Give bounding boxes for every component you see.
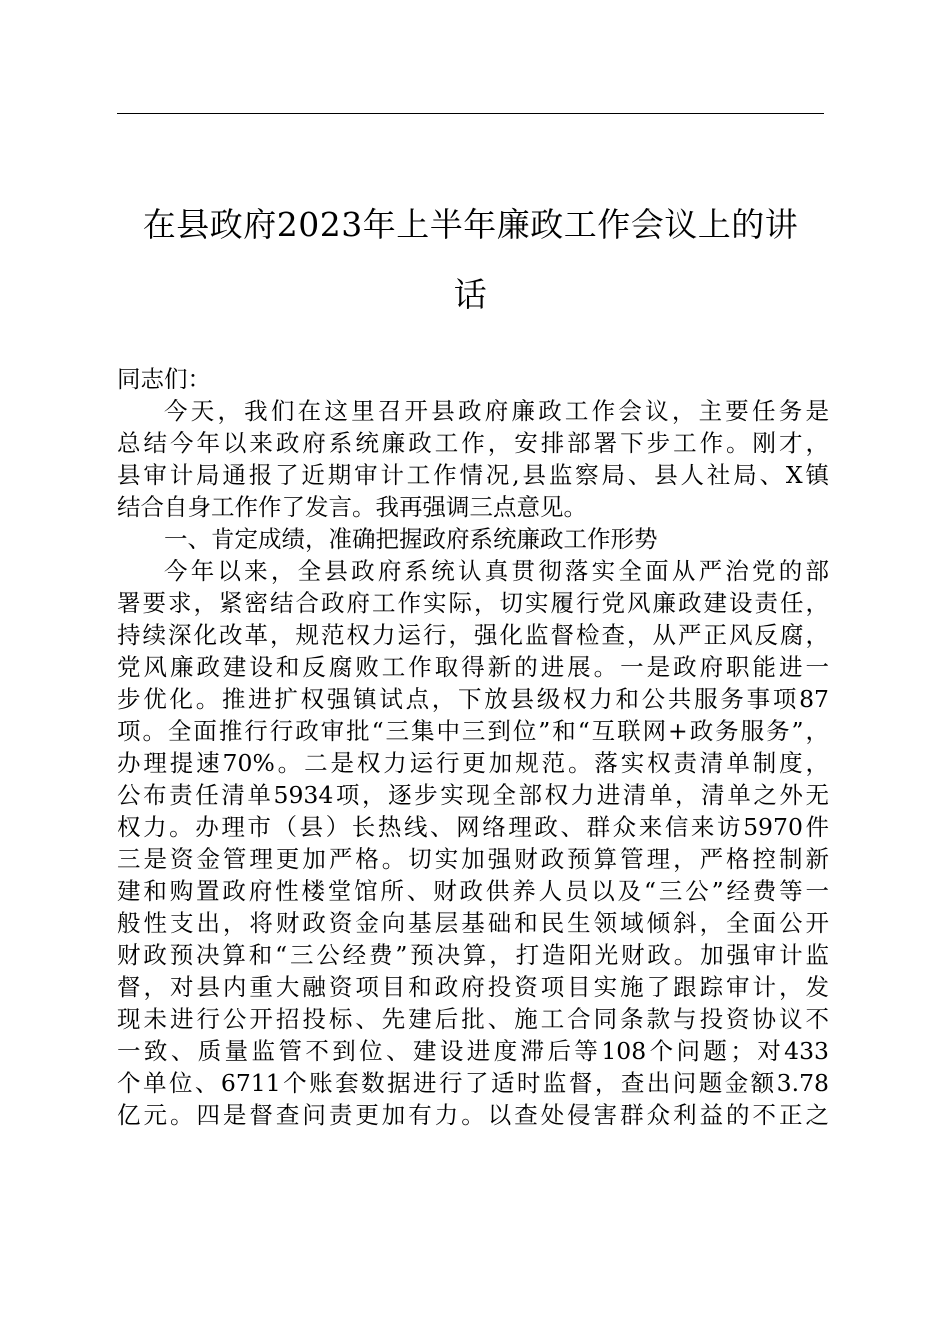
paragraph-line: 现未进行公开招投标、先建后批、施工合同条款与投资协议不 (117, 1005, 829, 1033)
paragraph-line: 县审计局通报了近期审计工作情况,县监察局、县人社局、X镇 (117, 461, 829, 489)
paragraph-line: 亿元。四是督查问责更加有力。以查处侵害群众利益的不正之 (117, 1101, 829, 1129)
paragraph-line: 今年以来，全县政府系统认真贯彻落实全面从严治党的部 (164, 557, 829, 585)
title-line: 在县政府2023年上半年廉政工作会议上的讲 (142, 205, 799, 244)
paragraph-line: 步优化。推进扩权强镇试点，下放县级权力和公共服务事项87 (117, 685, 829, 713)
paragraph-line: 权力。办理市（县）长热线、网络理政、群众来信来访5970件 (117, 813, 829, 841)
paragraph-line: 财政预决算和“三公经费”预决算，打造阳光财政。加强审计监 (117, 941, 829, 969)
paragraph-line: 署要求，紧密结合政府工作实际，切实履行党风廉政建设责任， (117, 589, 829, 617)
paragraph-line: 办理提速70%。二是权力运行更加规范。落实权责清单制度， (117, 749, 829, 777)
paragraph-line: 一致、质量监管不到位、建设进度滞后等108个问题；对433 (117, 1037, 829, 1065)
paragraph-line: 结合自身工作作了发言。我再强调三点意见。 (117, 493, 587, 521)
paragraph-line: 般性支出，将财政资金向基层基础和民生领域倾斜，全面公开 (117, 909, 829, 937)
salutation: 同志们： (117, 365, 211, 393)
paragraph-line: 项。全面推行行政审批“三集中三到位”和“互联网+政务服务”， (117, 717, 829, 745)
paragraph-line: 三是资金管理更加严格。切实加强财政预算管理，严格控制新 (117, 845, 829, 873)
document-body (117, 363, 829, 1131)
paragraph-line: 今天，我们在这里召开县政府廉政工作会议，主要任务是 (164, 397, 829, 425)
paragraph-line: 公布责任清单5934项，逐步实现全部权力进清单，清单之外无 (117, 781, 829, 809)
paragraph-line: 个单位、6711个账套数据进行了适时监督，查出问题金额3.78 (117, 1069, 829, 1097)
paragraph-line: 持续深化改革，规范权力运行，强化监督检查，从严正风反腐， (117, 621, 829, 649)
paragraph-line: 建和购置政府性楼堂馆所、财政供养人员以及“三公”经费等一 (117, 877, 829, 905)
paragraph-line: 党风廉政建设和反腐败工作取得新的进展。一是政府职能进一 (117, 653, 829, 681)
document-title (117, 190, 824, 330)
paragraph-line: 总结今年以来政府系统廉政工作，安排部署下步工作。刚才， (117, 429, 829, 457)
header-rule (117, 113, 824, 114)
paragraph-line: 督，对县内重大融资项目和政府投资项目实施了跟踪审计，发 (117, 973, 829, 1001)
title-line: 话 (453, 275, 488, 314)
section-heading: 一、肯定成绩，准确把握政府系统廉政工作形势 (164, 525, 658, 553)
